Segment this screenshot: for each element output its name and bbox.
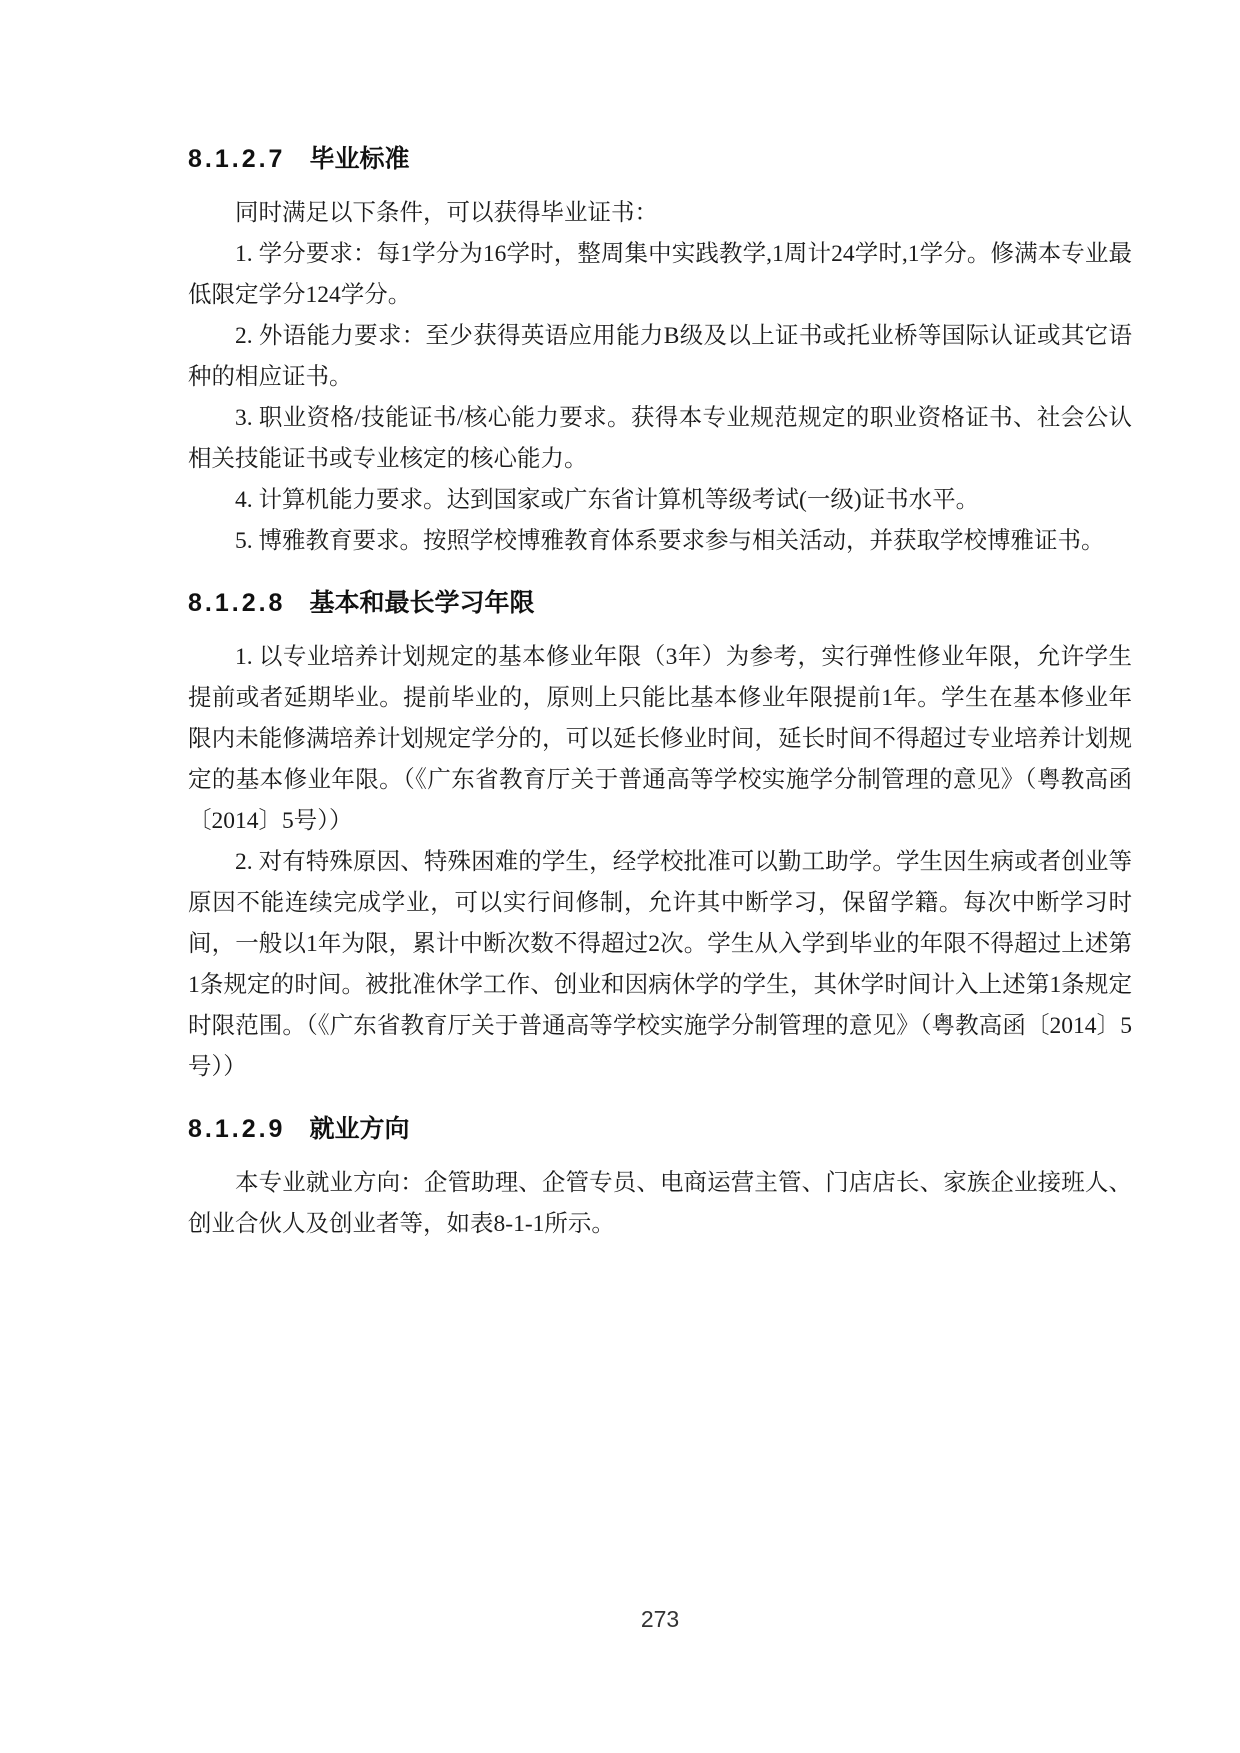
- section-heading-employment-direction: [188, 1110, 1132, 1148]
- paragraph: 5. 博雅教育要求。按照学校博雅教育体系要求参与相关活动，并获取学校博雅证书。: [235, 528, 1105, 554]
- section-title: 基本和最长学习年限: [309, 589, 535, 617]
- paragraph: 同时满足以下条件，可以获得毕业证书：: [235, 200, 658, 226]
- paragraph: 4. 计算机能力要求。达到国家或广东省计算机等级考试(一级)证书水平。: [235, 487, 980, 513]
- section-number: 8.1.2.7: [188, 145, 286, 173]
- paragraph: 1. 以专业培养计划规定的基本修业年限（3年）为参考，实行弹性修业年限，允许学生提前或者延期毕业。提前毕业的，原则上只能比基本修业年限提前1年。学生在基本修业年限内未能修满培养计划规定学分的，可以延长修业时间，延长时间不得超过专业培养计划规定的基本修业年限。（《广东省教育厅关于普通高等学校实施学分制管理的意见》（粤教高函〔2014〕5号））: [188, 644, 1132, 834]
- paragraph: 2. 对有特殊原因、特殊困难的学生，经学校批准可以勤工助学。学生因生病或者创业等原因不能连续完成学业，可以实行间修制，允许其中断学习，保留学籍。每次中断学习时间，一般以1年为限，累计中断次数不得超过2次。学生从入学到毕业的年限不得超过上述第1条规定的时间。被批准休学工作、创业和因病休学的学生，其休学时间计入上述第1条规定时限范围。（《广东省教育厅关于普通高等学校实施学分制管理的意见》（粤教高函〔2014〕5号））: [188, 849, 1132, 1080]
- section-heading-graduation-standards: [188, 140, 1132, 178]
- section-title: 毕业标准: [309, 145, 410, 173]
- paragraph: 1. 学分要求：每1学分为16学时，整周集中实践教学,1周计24学时,1学分。修满本专业最低限定学分124学分。: [188, 241, 1132, 308]
- page-number: 273: [640, 1606, 680, 1632]
- section-number: 8.1.2.8: [188, 589, 286, 617]
- section-heading-study-duration: [188, 584, 1132, 622]
- paragraph: 本专业就业方向：企管助理、企管专员、电商运营主管、门店店长、家族企业接班人、创业合伙人及创业者等，如表8-1-1所示。: [188, 1170, 1132, 1237]
- page-content: [188, 140, 1132, 1245]
- paragraph: 3. 职业资格/技能证书/核心能力要求。获得本专业规范规定的职业资格证书、社会公认相关技能证书或专业核定的核心能力。: [188, 405, 1132, 472]
- section-number: 8.1.2.9: [188, 1115, 286, 1143]
- paragraph: 2. 外语能力要求：至少获得英语应用能力B级及以上证书或托业桥等国际认证或其它语种的相应证书。: [188, 323, 1132, 390]
- section-title: 就业方向: [309, 1115, 410, 1143]
